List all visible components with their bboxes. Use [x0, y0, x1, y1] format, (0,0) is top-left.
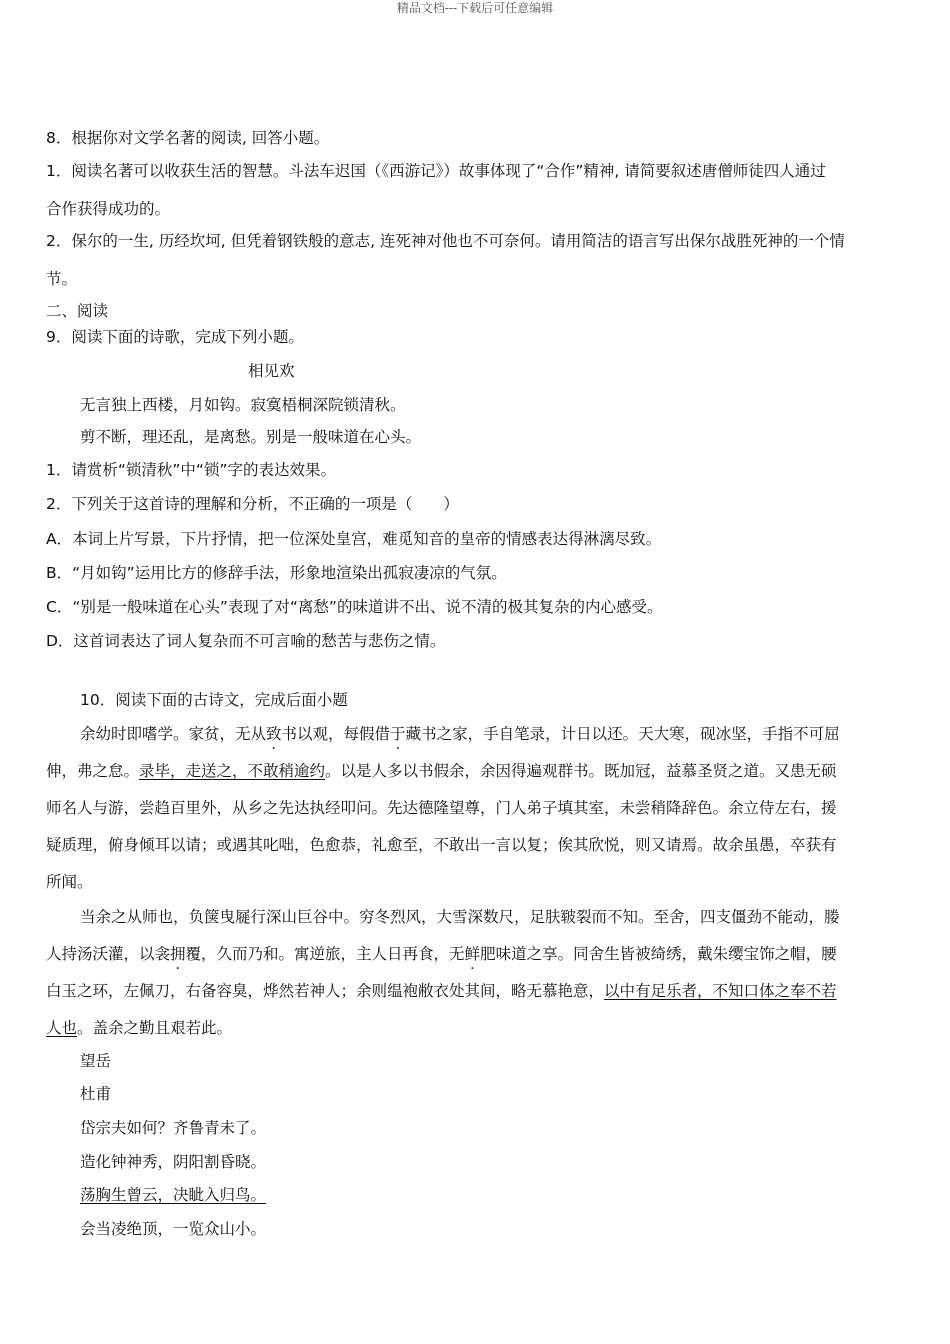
- q9-poem-line2: 剪不断，理还乱，是离愁。别是一般味道在心头。: [80, 428, 422, 446]
- q8-sub1-line1: 1．阅读名著可以收获生活的智慧。斗法车迟国（《西游记》）故事体现了“合作”精神, 请简要叙述唐僧师徒四人通过: [46, 162, 826, 180]
- section-heading: 二、阅读: [46, 302, 109, 320]
- q9-option-c: C．“别是一般味道在心头”表现了对“离愁”的味道讲不出、说不清的极其复杂的内心感受。: [46, 598, 663, 616]
- q10-passage-line: 白玉之环，左佩刀，右备容臭，烨然若神人；余则缊袍敝衣处其间，略无慕艳意，以中有足乐者，不知口体之奉不若: [46, 982, 837, 1000]
- q8-sub1-line2: 合作获得成功的。: [46, 200, 171, 218]
- underlined-sentence: 以中有足乐者，不知口体之奉不若: [604, 982, 837, 1000]
- q10-passage-line: 人也。盖余之勤且艰若此。: [46, 1019, 233, 1037]
- poem-line-underlined: 荡胸生曾云，决眦入归鸟。: [80, 1186, 267, 1204]
- q8-sub2-line2: 节。: [46, 270, 78, 288]
- page-header: 精品文档---下载后可任意编辑: [396, 1, 554, 15]
- q10-passage-line: 师名人与游，尝趋百里外，从乡之先达执经叩问。先达德隆望尊，门人弟子填其室，未尝稍降辞色。余立侍左右，援: [46, 799, 837, 817]
- q9-option-a: A．本词上片写景，下片抒情，把一位深处皇宫，难觅知音的皇帝的情感表达得淋漓尽致。: [46, 530, 662, 548]
- underlined-sentence: 录毕，走送之，不敢稍逾约: [139, 762, 326, 780]
- poem-title: 望岳: [80, 1052, 112, 1070]
- q10-passage-line: 人持汤沃灌，以衾拥覆，久而乃和。寓逆旅，主人日再食，无鲜肥味道之享。同舍生皆被绮绣，戴朱缨宝饰之帽，腰: [46, 945, 837, 963]
- q8-sub2-line1: 2．保尔的一生, 历经坎坷, 但凭着钢铁般的意志, 连死神对他也不可奈何。请用简洁的语言写出保尔战胜死神的一个情: [46, 232, 845, 250]
- q10-passage-line: 疑质理，俯身倾耳以请；或遇其叱咄，色愈恭，礼愈至，不敢出一言以复；俟其欣悦，则又请焉。故余虽愚，卒获有: [46, 836, 837, 854]
- q9-option-b: B．“月如钩”运用比方的修辞手法，形象地渲染出孤寂凄凉的气氛。: [46, 564, 507, 582]
- poem-author: 杜甫: [80, 1085, 112, 1103]
- q10-passage-line: 所闻。: [46, 873, 93, 891]
- q10-passage-line: 当余之从师也，负箧曳屣行深山巨谷中。穷冬烈风，大雪深数尺，足肤皲裂而不知。至舍，四支僵劲不能动，媵: [80, 908, 840, 926]
- poem-line: 岱宗夫如何？齐鲁青未了。: [80, 1119, 267, 1137]
- q9-title: 9．阅读下面的诗歌，完成下列小题。: [46, 328, 304, 346]
- q9-poem-title: 相见欢: [248, 362, 295, 380]
- q9-sub1: 1．请赏析“锁清秋”中“锁”字的表达效果。: [46, 461, 336, 479]
- q9-sub2: 2．下列关于这首诗的理解和分析，不正确的一项是（ ）: [46, 495, 459, 513]
- q10-passage-line: 余幼时即嗜学。家贫，无从致书以观，每假借于藏书之家，手自笔录，计日以还。天大寒，砚冰坚，手指不可屈: [80, 725, 840, 743]
- q9-poem-line1: 无言独上西楼，月如钩。寂寞梧桐深院锁清秋。: [80, 396, 406, 414]
- underlined-sentence: 人也: [46, 1019, 78, 1037]
- poem-line: 会当凌绝顶，一览众山小。: [80, 1220, 267, 1238]
- q10-passage-line: 伸，弗之怠。录毕，走送之，不敢稍逾约。以是人多以书假余，余因得遍观群书。既加冠，益慕圣贤之道。又患无硕: [46, 762, 837, 780]
- poem-line: 造化钟神秀，阴阳割昏晓。: [80, 1153, 267, 1171]
- q8-title: 8．根据你对文学名著的阅读, 回答小题。: [46, 129, 330, 147]
- q10-title: 10．阅读下面的古诗文，完成后面小题: [80, 691, 348, 709]
- q9-option-d: D．这首词表达了词人复杂而不可言喻的愁苦与悲伤之情。: [46, 632, 446, 650]
